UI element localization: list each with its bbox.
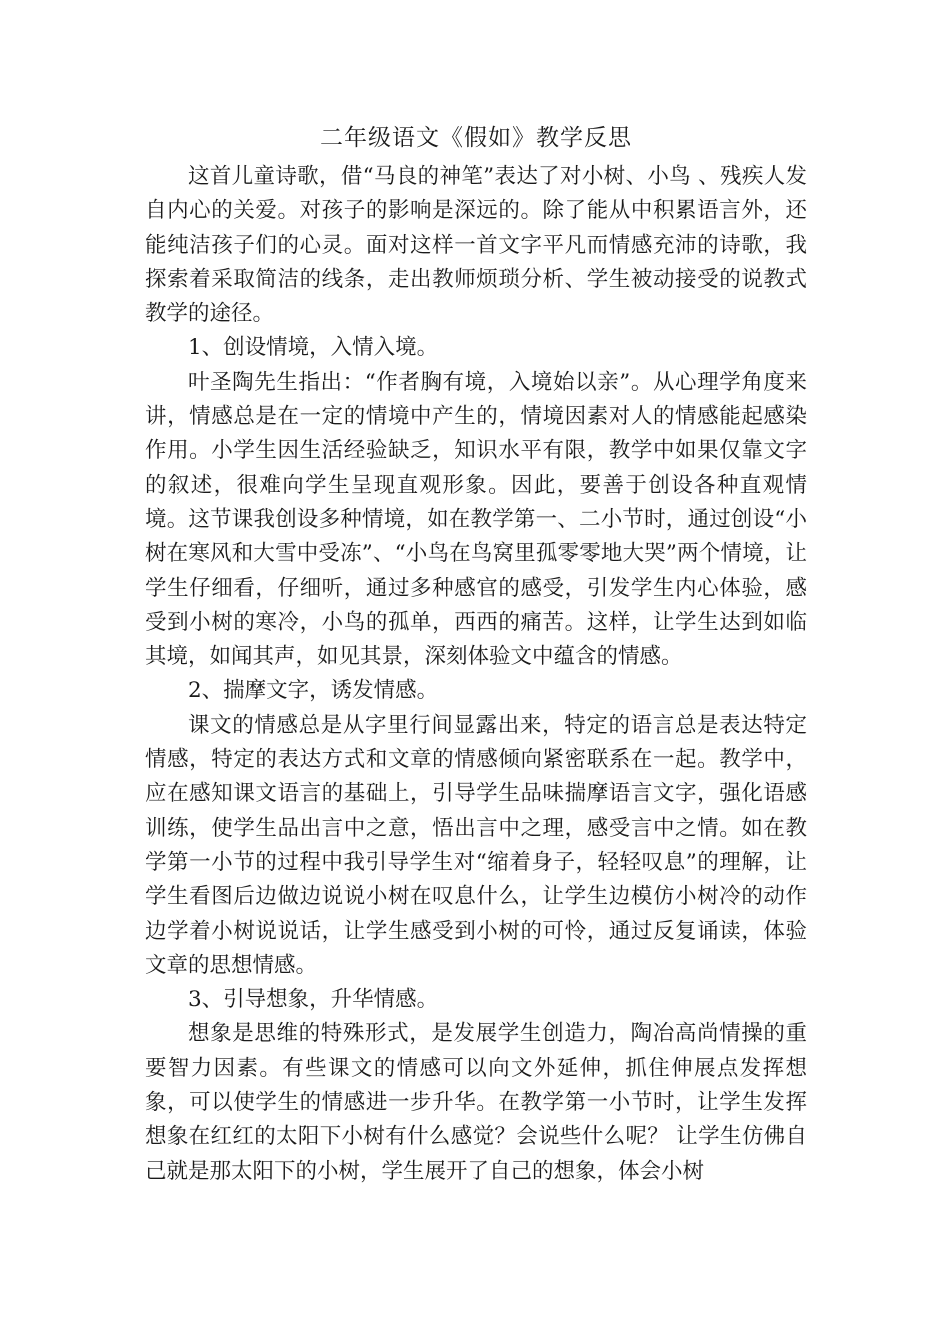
section-heading-1: 1、创设情境，入情入境。: [188, 335, 439, 361]
paragraph-section-3: 想象是思维的特殊形式，是发展学生创造力，陶冶高尚情操的重要智力因素。有些课文的情感可以向文外延伸，抓住伸展点发挥想象，可以使学生的情感进一步升华。在教学第一小节时，让学生发挥想象在红红的太阳下小树有什么感觉？会说些什么呢？ 让学生仿佛自己就是那太阳下的小树，学生展开了自己的想象，体会小树: [145, 1021, 807, 1184]
section-heading-3: 3、引导想象，升华情感。: [188, 987, 439, 1013]
paragraph-intro: 这首儿童诗歌，借“马良的神笔”表达了对小树、小鸟 、残疾人发自内心的关爱。对孩子的影响是深远的。除了能从中积累语言外，还能纯洁孩子们的心灵。面对这样一首文字平凡而情感充沛的诗歌，我探索着采取简洁的线条，走出教师烦琐分析、学生被动接受的说教式教学的途径。: [145, 164, 807, 327]
document-title: 二年级语文《假如》教学反思: [320, 125, 632, 151]
section-heading-2: 2、揣摩文字，诱发情感。: [188, 678, 439, 704]
paragraph-section-1: 叶圣陶先生指出：“作者胸有境，入境始以亲”。从心理学角度来讲，情感总是在一定的情境中产生的，情境因素对人的情感能起感染作用。小学生因生活经验缺乏，知识水平有限，教学中如果仅靠文字的叙述，很难向学生呈现直观形象。因此，要善于创设各种直观情境。这节课我创设多种情境，如在教学第一、二小节时，通过创设“小树在寒风和大雪中受冻”、“小鸟在鸟窝里孤零零地大哭”两个情境，让学生仔细看，仔细听，通过多种感官的感受，引发学生内心体验，感受到小树的寒冷，小鸟的孤单，西西的痛苦。这样，让学生达到如临其境，如闻其声，如见其景，深刻体验文中蕴含的情感。: [145, 369, 807, 670]
paragraph-section-2: 课文的情感总是从字里行间显露出来，特定的语言总是表达特定情感，特定的表达方式和文章的情感倾向紧密联系在一起。教学中，应在感知课文语言的基础上，引导学生品味揣摩语言文字，强化语感训练，使学生品出言中之意，悟出言中之理，感受言中之情。如在教学第一小节的过程中我引导学生对“缩着身子，轻轻叹息”的理解，让学生看图后边做边说说小树在叹息什么，让学生边模仿小树冷的动作边学着小树说说话，让学生感受到小树的可怜，通过反复诵读，体验文章的思想情感。: [145, 712, 807, 978]
document-page: [145, 120, 807, 1189]
